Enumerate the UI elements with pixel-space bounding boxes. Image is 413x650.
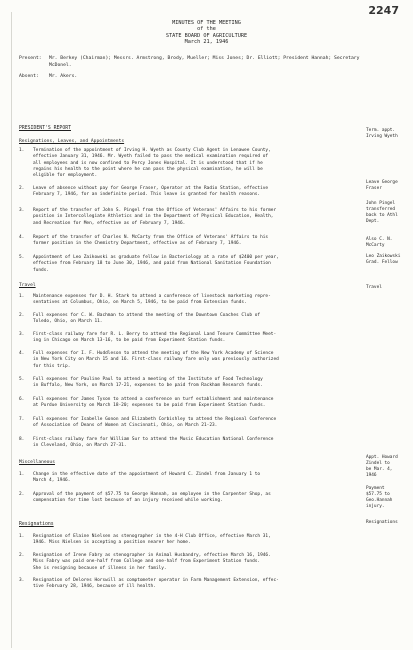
margin-note-hannah: Payment $57.75 to Geo.Hannah injury.	[366, 486, 393, 510]
miscellaneous-title: Miscellaneous	[19, 460, 55, 465]
item-text: Change in the effective date of the appointment of Howard C. Zindel from January 1 to March 4, 1946.	[33, 472, 261, 484]
list-item	[19, 534, 364, 547]
present-list: Mr. Berkey (Chairman); Messrs. Armstrong, Brody, Mueller; Miss Jones; Dr. Elliott; President Hannah; Secretary McDonel.	[49, 56, 360, 68]
resignations-leaves-title: Resignations, Leaves, and Appointments	[19, 139, 125, 144]
item-text: Resignation of Irene Fabry as stenographer in Animal Husbandry, effective March 16, 1946. Miss Fabry was paid one-half from College and one-half from Experiment Station funds. She is resigning because of illness in her family.	[33, 553, 271, 571]
page-number: 2247	[368, 4, 399, 17]
list-item	[19, 186, 364, 199]
list-item	[19, 437, 364, 450]
item-number: 3.	[19, 208, 25, 213]
item-text: Approval of the payment of $57.75 to George Hannah, an employee in the Carpenter Shop, as compensation for time lost because of an injury received while working.	[33, 492, 271, 504]
travel-title: Travel	[19, 283, 36, 288]
item-text: Appointment of Leo Zaikowski as graduate fellow in Bacteriology at a rate of $2400 per year, effective from February 18 to June 30, 1946, and paid from National Sanitation Foundation funds.	[33, 255, 279, 273]
list-item	[19, 472, 364, 485]
item-number: 1.	[19, 534, 25, 539]
absent-label: Absent:	[19, 74, 39, 79]
list-item	[19, 578, 364, 591]
present-label: Present:	[19, 56, 42, 61]
item-text: Report of the transfer of John S. Pingel from the Office of Veterans' Affairs to his former position in Intercollegiate Athletics and in the Department of Physical Education, Health, and Recreation for Men, effective as of February 7, 1946.	[33, 208, 277, 226]
minutes-header	[0, 20, 413, 46]
item-number: 8.	[19, 437, 25, 442]
header-line-4: March 21, 1946	[184, 39, 229, 46]
president-report-title: PRESIDENT'S REPORT	[19, 126, 71, 131]
item-text: Full expenses for Isabelle Gonon and Elizabeth Corbishley to attend the Regional Conference of Association of Deans of Women at Cincinnati, Ohio, on March 21-23.	[33, 417, 277, 429]
header-line-2: of the	[197, 26, 216, 33]
item-number: 2.	[19, 492, 25, 497]
item-number: 5.	[19, 255, 25, 260]
list-item	[19, 351, 364, 370]
item-number: 4.	[19, 235, 25, 240]
item-text: Full expenses for C. W. Bachman to attend the meeting of the Downtown Coaches Club of Toledo, Ohio, on March 11.	[33, 313, 261, 325]
margin-note-fraser: Leave George Fraser	[366, 180, 398, 192]
header-line-3: STATE BOARD OF AGRICULTURE	[165, 32, 248, 39]
item-text: Termination of the appointment of Irving H. Wyeth as County Club Agent in Lenawee County, effective January 31, 1946. Mr. Wyeth failed to pass the medical examination required of all employees and is now confined to Percy Jones Hospital. It is understood that if he regains his health to the point where he can pass the physical examination, he will be eligible for employment.	[33, 148, 271, 179]
margin-rule	[11, 12, 12, 648]
list-item	[19, 492, 364, 505]
resignations-title: Resignations	[19, 522, 54, 527]
item-number: 1.	[19, 148, 25, 153]
list-item	[19, 208, 364, 227]
item-text: Full expenses for Pauline Paul to attend a meeting of the Institute of Food Technology in Buffalo, New York, on March 17-21, expenses to be paid from Rackham Research funds.	[33, 377, 263, 389]
item-number: 7.	[19, 417, 25, 422]
item-text: Resignation of Elaine Nielsen as stenographer in the 4-H Club Office, effective March 31, 1946. Miss Nielsen is accepting a position nearer her home.	[33, 534, 271, 546]
list-item	[19, 313, 364, 326]
list-item	[19, 377, 364, 390]
list-item	[19, 417, 364, 430]
item-number: 3.	[19, 578, 25, 583]
margin-note-zindel: Appt. Howard Zindel to be Mar. 4, 1946	[366, 455, 398, 479]
margin-note-mccarty: Also C. N. McCarty	[366, 237, 393, 249]
list-item	[19, 553, 364, 572]
margin-note-travel: Travel	[366, 285, 382, 290]
list-item	[19, 332, 364, 345]
margin-note-zaikowski: Leo Zaikowski Grad. Fellow	[366, 254, 401, 266]
list-item	[19, 397, 364, 410]
item-text: Maintenance expenses for D. H. Stark to attend a conference of livestock marketing repre- sentatives at Columbus, Ohio, on March 5, 1946, to be paid from Extension funds.	[33, 294, 271, 306]
item-text: First-class railway fare for William Sur to attend the Music Education National Conference in Cleveland, Ohio, on March 27-31.	[33, 437, 274, 449]
item-number: 1.	[19, 294, 25, 299]
item-number: 2.	[19, 313, 25, 318]
item-number: 2.	[19, 553, 25, 558]
item-number: 3.	[19, 332, 25, 337]
margin-note-pingel: John Pingel transferred back to Athl Dept.	[366, 201, 398, 225]
item-text: Full expenses for I. F. Huddleson to attend the meeting of the New York Academy of Science in New York City on March 15 and 16. First-class railway fare only was previously authorized for this trip.	[33, 351, 279, 369]
margin-note-resignations: Resignations	[366, 520, 398, 525]
header-line-1: MINUTES OF THE MEETING	[172, 20, 241, 26]
item-number: 4.	[19, 351, 25, 356]
item-text: First-class railway fare for R. L. Berry to attend the Regional Land Tenure Committee Meet- ing in Chicago on March 13-16, to be paid from Experiment Station funds.	[33, 332, 277, 344]
item-number: 1.	[19, 472, 25, 477]
absent-list: Mr. Akers.	[49, 74, 78, 79]
list-item	[19, 294, 364, 307]
list-item	[19, 235, 364, 248]
margin-note-wyeth: Term. appt. Irving Wyeth	[366, 128, 398, 140]
item-number: 2.	[19, 186, 25, 191]
list-item	[19, 148, 364, 179]
item-number: 6.	[19, 397, 25, 402]
item-text: Full expenses for James Tyson to attend a conference on turf establishment and maintenance at Purdue University on March 18-20; expenses to be paid from Experiment Station funds.	[33, 397, 274, 409]
item-text: Resignation of Delores Horswill as comptometer operator in Farm Management Extension, effec- tive February 28, 1946, because of ill health.	[33, 578, 279, 590]
list-item	[19, 255, 364, 274]
item-text: Report of the transfer of Charles N. McCarty from the Office of Veterans' Affairs to his former position in the Chemistry Department, effective as of February 7, 1946.	[33, 235, 269, 247]
item-number: 5.	[19, 377, 25, 382]
absent-section	[19, 74, 78, 79]
item-text: Leave of absence without pay for George Fraser, Operator at the Radio Station, effective February 7, 1946, for an indefinite period. This leave is granted for health reasons.	[33, 186, 269, 198]
